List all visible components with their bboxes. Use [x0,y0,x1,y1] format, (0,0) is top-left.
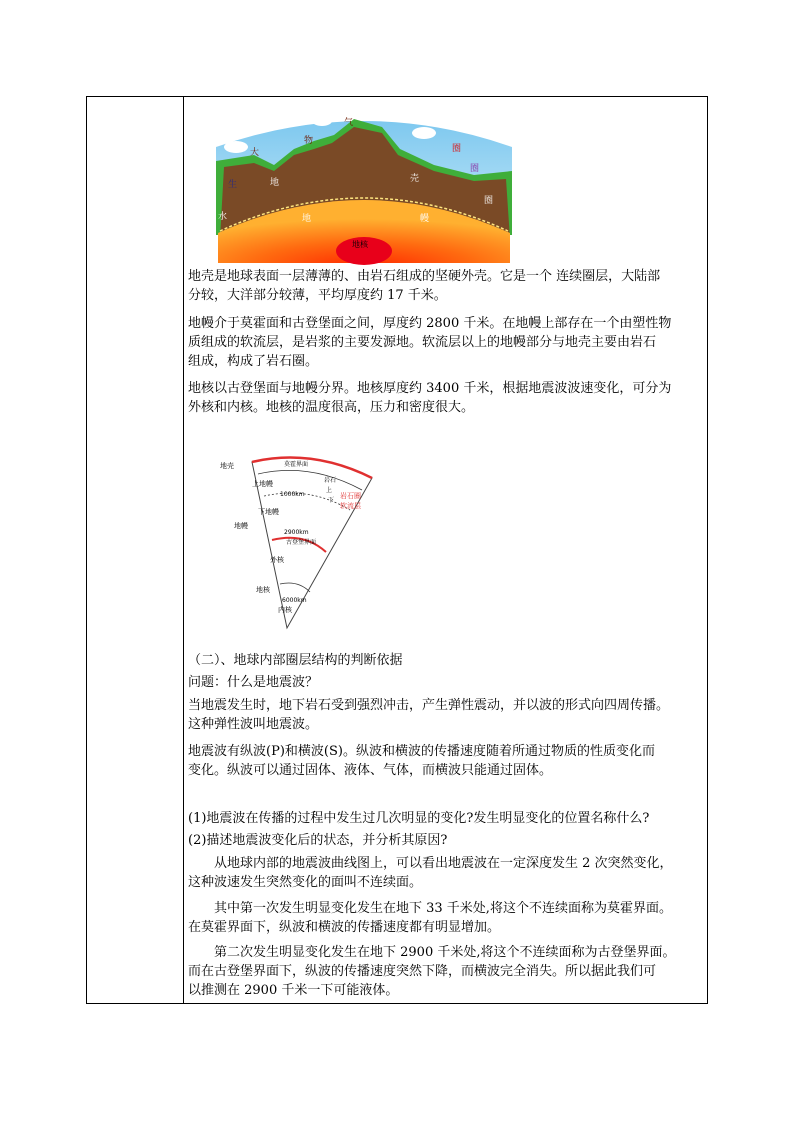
text-line: 从地球内部的地震波曲线图上，可以看出地震波在一定深度发生 2 次突然变化， [214,856,673,871]
earth-interior-diagram [222,452,372,630]
label-core: 地核 [352,240,368,249]
inner-core-label: 内核 [278,606,292,614]
crust-label: 地壳 [220,462,234,470]
question-1-text: (1)地震波在传播的过程中发生过几次明显的变化?发生明显变化的位置名称什么? [188,811,650,826]
lower-mantle-label: 下地幔 [258,508,279,516]
label-quan-purple: 圈 [470,164,480,174]
label-di: 地 [270,178,280,188]
text-line: 第二次发生明显变化发生在地下 2900 千米处,将这个不连续面称为古登堡界面。 [214,945,676,960]
paragraph-crust [188,267,706,305]
cloud-mid [312,116,332,126]
label-quan-red: 圈 [452,144,462,154]
label-di2: 地 [302,214,312,224]
paragraph-moho [188,899,706,937]
section-title [188,651,706,670]
mantle-label: 地幔 [234,522,248,530]
right-label-1: 岩石 [324,477,337,484]
asthenosphere-label: 软流层 [340,502,361,510]
text-line: 这种弹性波叫地震波。 [188,717,319,732]
label-man: 幔 [420,214,430,224]
text-line: 当地震发生时，地下岩石受到强烈冲击，产生弹性震动，并以波的形式向四周传播。 [188,698,670,713]
column-divider [183,97,184,1003]
text-line: 其中第一次发生明显变化发生在地下 33 千米处,将这个不连续面称为莫霍界面。 [214,901,672,916]
question-2-text: (2)描述地震波变化后的状态，并分析其原因? [188,833,448,848]
paragraph-p-s-waves [188,742,706,780]
label-qi: 气 [344,118,354,128]
text-line: 质组成的软流层，是岩浆的主要发源地。软流层以上的地幔部分与地壳主要由岩石 [188,335,657,350]
cloud-left [224,141,248,153]
text-line: 变化。纵波可以通过固体、液体、气体，而横波只能通过固体。 [188,763,553,778]
depth-1000-label: 1000km [280,491,305,498]
lithosphere-label: 岩石圈 [340,492,361,500]
paragraph-mantle [188,314,706,371]
text-line: 地幔介于莫霍面和古登堡面之间，厚度约 2800 千米。在地幔上部存在一个由塑性物 [188,316,672,331]
label-ceng: 圈 [484,196,494,206]
text-line: 这种波速发生突然变化的面叫不连续面。 [188,875,423,890]
text-line: 以推测在 2900 千米一下可能液体。 [188,983,399,998]
question-2 [188,831,706,850]
core-label: 地核 [256,586,270,594]
text-line: 地核以古登堡面与地幔分界。地核厚度约 3400 千米，根据地震波波速变化，可分为 [188,381,672,396]
text-line: 地震波有纵波(P)和横波(S)。纵波和横波的传播速度随着所通过物质的性质变化而 [188,744,655,759]
label-shui: 水 [218,212,228,222]
label-qiao: 壳 [410,174,420,184]
label-sheng: 生 [228,180,238,190]
paragraph-core [188,379,706,417]
depth-2900-label: 2900km [284,529,309,536]
gutenberg-label: 古登堡界面 [286,539,317,546]
text-line: 而在古登堡界面下，纵波的传播速度突然下降，而横波完全消失。所以据此我们可 [188,964,657,979]
right-label-3: 下 [328,497,335,504]
section-title-text: （二）、地球内部圈层结构的判断依据 [188,653,403,668]
content-table [86,96,708,1004]
label-wu: 物 [304,136,314,146]
text-line: 地壳是地球表面一层薄薄的、由岩石组成的坚硬外壳。它是一个 连续圈层，大陆部 [188,269,661,284]
question-1 [188,809,706,828]
moho-label: 莫霍界面 [284,461,309,468]
text-line: 外核和内核。地核的温度很高，压力和密度很大。 [188,400,475,415]
outer-core-label: 外核 [270,556,284,564]
depth-6000-label: 6000km [282,597,307,604]
paragraph-gutenberg [188,943,706,1000]
text-line: 分较，大洋部分较薄，平均厚度约 17 千米。 [188,288,447,303]
paragraph-seismic-wave [188,696,706,734]
right-label-2: 上 [326,487,333,494]
question-text: 问题：什么是地震波？ [188,675,319,690]
label-da: 大 [250,148,260,158]
text-line: 在莫霍界面下，纵波和横波的传播速度都有明显增加。 [188,920,501,935]
upper-mantle-label: 上地幔 [252,480,273,488]
cloud-right [412,127,436,139]
earth-spheres-diagram [214,105,514,267]
text-line: 组成，构成了岩石圈。 [188,354,319,369]
paragraph-discontinuity [188,854,706,892]
question-title [188,673,706,692]
